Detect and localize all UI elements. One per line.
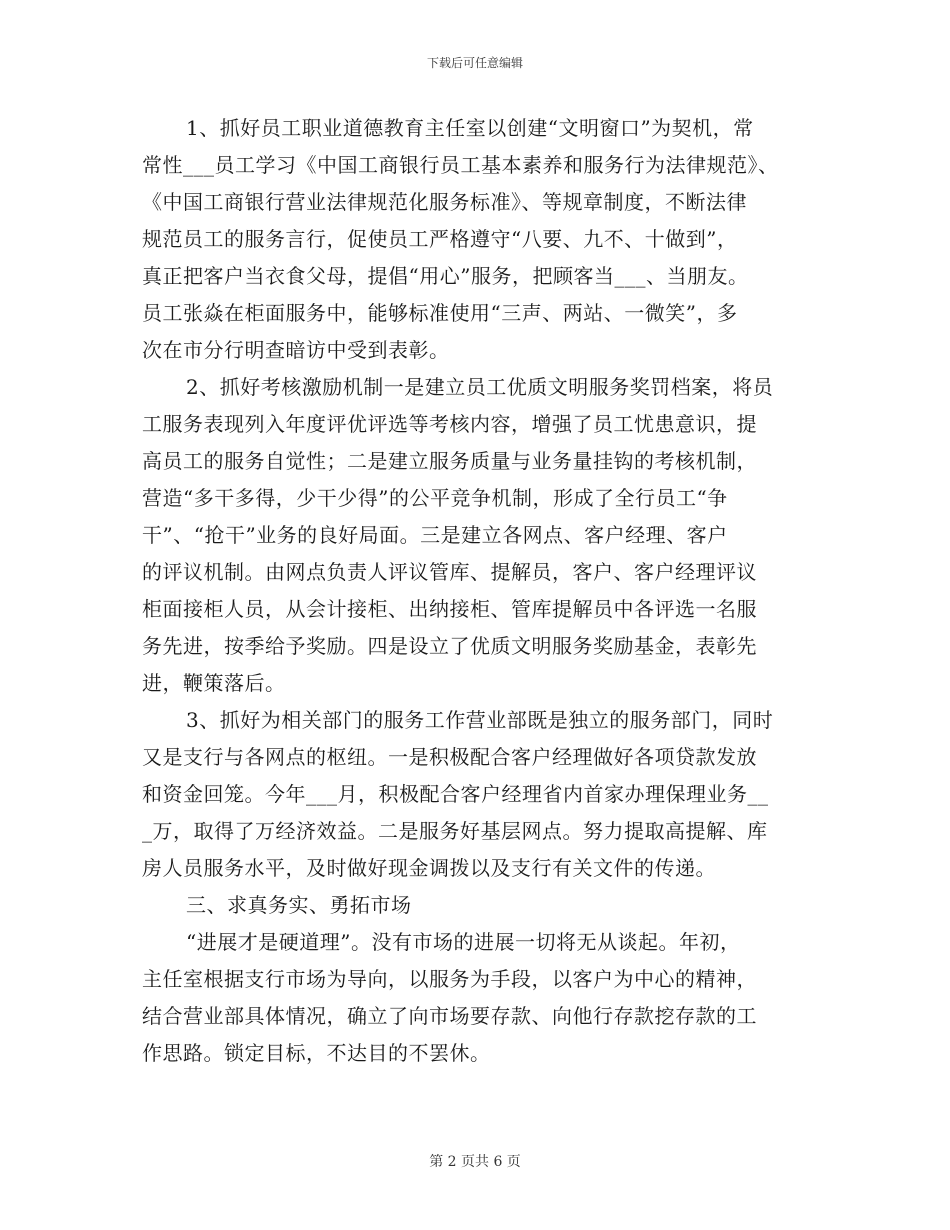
paragraph-1-line-4: 规范员工的服务言行，促使员工严格遵守“八要、九不、十做到”， xyxy=(142,227,738,251)
paragraph-1-line-6: 员工张焱在柜面服务中，能够标准使用“三声、两站、一微笑”，多 xyxy=(142,301,738,325)
paragraph-4-line-1: “进展才是硬道理”。没有市场的进展一切将无从谈起。年初， xyxy=(186,930,741,954)
paragraph-1-line-1: 1、抓好员工职业道德教育主任室以创建“文明窗口”为契机，常 xyxy=(186,116,754,140)
paragraph-4-line-2: 主任室根据支行市场为导向，以服务为手段，以客户为中心的精神， xyxy=(142,967,757,991)
paragraph-4-line-4: 作思路。锁定目标，不达目的不罢休。 xyxy=(142,1041,491,1065)
paragraph-2-line-6: 的评议机制。由网点负责人评议管库、提解员，客户、客户经理评议 xyxy=(142,560,757,584)
paragraph-3-line-2: 又是支行与各网点的枢纽。一是积极配合客户经理做好各项贷款发放 xyxy=(142,745,757,769)
paragraph-3-line-1: 3、抓好为相关部门的服务工作营业部既是独立的服务部门，同时 xyxy=(186,708,774,732)
paragraph-2-line-3: 高员工的服务自觉性；二是建立服务质量与业务量挂钩的考核机制， xyxy=(142,449,757,473)
paragraph-2-line-4: 营造“多干多得，少干少得”的公平竞争机制，形成了全行员工“争 xyxy=(142,486,728,510)
paragraph-2-line-7: 柜面接柜人员，从会计接柜、出纳接柜、管库提解员中各评选一名服 xyxy=(142,597,757,621)
paragraph-2-line-9: 进，鞭策落后。 xyxy=(142,671,286,695)
paragraph-2-line-8: 务先进，按季给予奖励。四是设立了优质文明服务奖励基金，表彰先 xyxy=(142,634,757,658)
page-header-note: 下载后可任意编辑 xyxy=(426,56,523,70)
paragraph-3-line-4: _万，取得了万经济效益。二是服务好基层网点。努力提取高提解、库 xyxy=(142,819,768,843)
paragraph-1-line-2: 常性___员工学习《中国工商银行员工基本素养和服务行为法律规范》、 xyxy=(142,153,779,177)
section-heading: 三、求真务实、勇拓市场 xyxy=(186,893,412,917)
paragraph-4-line-3: 结合营业部具体情况，确立了向市场要存款、向他行存款挖存款的工 xyxy=(142,1004,757,1028)
paragraph-2-line-2: 工服务表现列入年度评优评选等考核内容，增强了员工忧患意识，提 xyxy=(142,412,757,436)
paragraph-2-line-5: 干”、“抢干”业务的良好局面。三是建立各网点、客户经理、客户 xyxy=(142,523,728,547)
paragraph-3-line-5: 房人员服务水平，及时做好现金调拨以及支行有关文件的传递。 xyxy=(142,856,716,880)
paragraph-2-line-1: 2、抓好考核激励机制一是建立员工优质文明服务奖罚档案，将员 xyxy=(186,375,774,399)
paragraph-3-line-3: 和资金回笼。今年___月，积极配合客户经理省内首家办理保理业务__ xyxy=(142,782,769,806)
paragraph-1-line-7: 次在市分行明查暗访中受到表彰。 xyxy=(142,338,450,362)
document-body xyxy=(142,110,832,1072)
paragraph-1-line-5: 真正把客户当衣食父母，提倡“用心”服务，把顾客当___、当朋友。 xyxy=(142,264,749,288)
paragraph-1-line-3: 《中国工商银行营业法律规范化服务标准》、等规章制度，不断法律 xyxy=(142,190,747,214)
page-number: 第 2 页共 6 页 xyxy=(429,1154,521,1170)
